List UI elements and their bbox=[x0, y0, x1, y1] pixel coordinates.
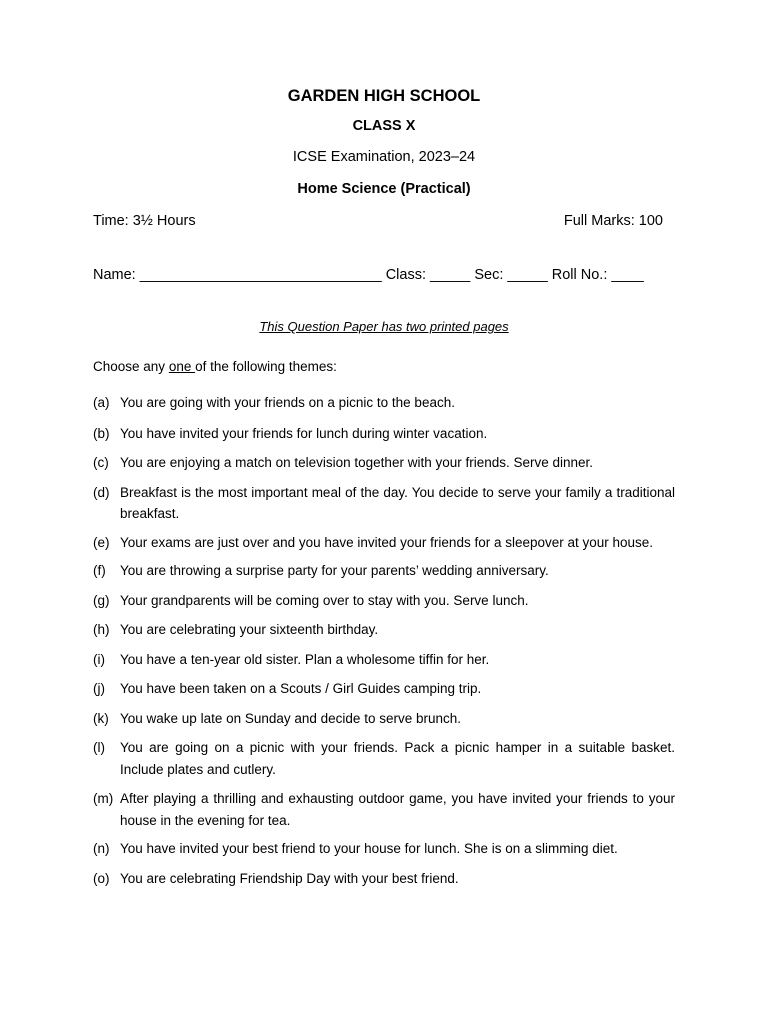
theme-item bbox=[93, 788, 675, 831]
theme-text: You are enjoying a match on television together with your friends. Serve dinner. bbox=[120, 455, 594, 470]
theme-label: (o) bbox=[93, 870, 110, 886]
theme-text: Your exams are just over and you have invited your friends for a sleepover at your house. bbox=[120, 534, 654, 550]
theme-list bbox=[93, 392, 675, 889]
theme-text: Your grandparents will be coming over to stay with you. Serve lunch. bbox=[120, 592, 529, 608]
theme-label: (i) bbox=[93, 651, 105, 667]
theme-label: (e) bbox=[93, 534, 110, 550]
exam-title: ICSE Examination, 2023–24 bbox=[292, 149, 476, 165]
theme-text: You have a ten-year old sister. Plan a wholesome tiffin for her. bbox=[120, 651, 490, 667]
theme-item bbox=[93, 560, 675, 582]
theme-label: (h) bbox=[93, 622, 110, 637]
theme-text: You have invited your friends for lunch during winter vacation. bbox=[120, 425, 488, 441]
full-marks: Full Marks: 100 bbox=[563, 213, 663, 229]
theme-item bbox=[93, 423, 675, 445]
time-marks-row bbox=[93, 213, 663, 229]
theme-label: (k) bbox=[93, 710, 109, 726]
class-heading: CLASS X bbox=[352, 118, 416, 134]
theme-text: You are going on a picnic with your friends. Pack a picnic hamper in a suitable basket. Include plates and cutlery. bbox=[120, 740, 675, 777]
theme-label: (n) bbox=[93, 841, 110, 856]
theme-item bbox=[93, 708, 675, 730]
theme-label: (l) bbox=[93, 740, 105, 755]
theme-text: You have been taken on a Scouts / Girl Guides camping trip. bbox=[120, 681, 482, 696]
theme-label: (a) bbox=[93, 395, 110, 410]
theme-item bbox=[93, 678, 675, 700]
theme-item bbox=[93, 452, 675, 474]
theme-item bbox=[93, 619, 675, 641]
theme-item bbox=[93, 532, 675, 554]
theme-text: You are going with your friends on a picnic to the beach. bbox=[120, 395, 455, 410]
student-details-line: Name: ______________________________ Class: _____ Sec: _____ Roll No.: ____ bbox=[93, 267, 644, 283]
theme-label: (f) bbox=[93, 563, 106, 578]
theme-label: (d) bbox=[93, 484, 110, 500]
theme-item bbox=[93, 392, 675, 414]
instruction-start: Choose any bbox=[93, 359, 169, 374]
theme-text: Breakfast is the most important meal of the day. You decide to serve your family a traditional breakfast. bbox=[120, 484, 675, 521]
printed-pages-note: This Question Paper has two printed pages bbox=[259, 319, 509, 334]
theme-item bbox=[93, 649, 675, 671]
theme-text: You have invited your best friend to your house for lunch. She is on a slimming diet. bbox=[120, 841, 618, 856]
theme-text: You are celebrating Friendship Day with your best friend. bbox=[120, 870, 459, 886]
theme-text: You are celebrating your sixteenth birthday. bbox=[120, 622, 379, 637]
theme-text: You are throwing a surprise party for your parents’ wedding anniversary. bbox=[120, 563, 549, 578]
theme-item bbox=[93, 737, 675, 780]
instruction-emphasis: one bbox=[168, 359, 196, 374]
theme-item bbox=[93, 838, 675, 860]
theme-text: You wake up late on Sunday and decide to serve brunch. bbox=[120, 710, 461, 726]
instruction-end: of the following themes: bbox=[195, 359, 337, 374]
time-allowed: Time: 3½ Hours bbox=[93, 213, 196, 229]
subject-title: Home Science (Practical) bbox=[297, 181, 471, 197]
theme-label: (g) bbox=[93, 592, 110, 608]
theme-item bbox=[93, 590, 675, 612]
theme-item bbox=[93, 482, 675, 525]
theme-label: (b) bbox=[93, 425, 110, 441]
theme-text: After playing a thrilling and exhausting outdoor game, you have invited your friends to your house in the evening for tea. bbox=[120, 791, 675, 828]
theme-label: (j) bbox=[93, 681, 105, 696]
theme-label: (c) bbox=[93, 455, 109, 470]
theme-label: (m) bbox=[93, 791, 114, 806]
instruction bbox=[93, 359, 337, 374]
theme-item bbox=[93, 868, 675, 890]
school-name: GARDEN HIGH SCHOOL bbox=[287, 87, 481, 105]
